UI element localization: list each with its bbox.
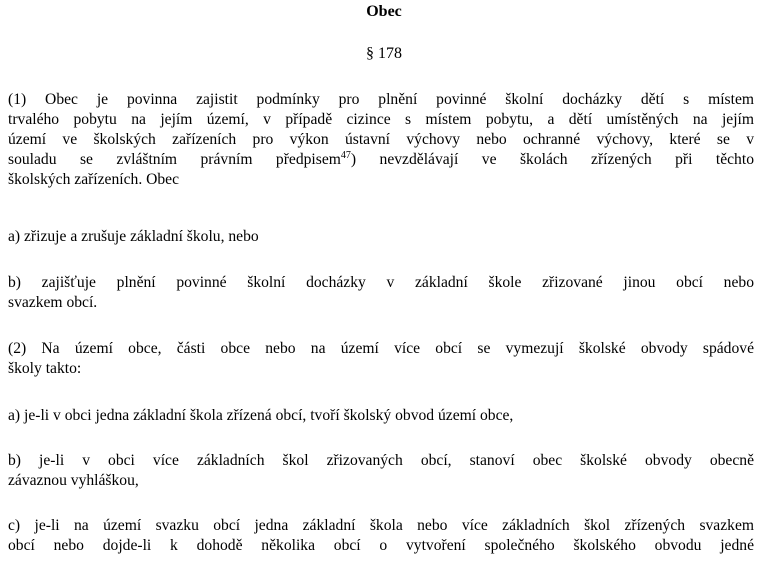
text-line: (1) Obec je povinna zajistit podmínky pro plnění povinné školní docházky dětí s místem <box>8 91 754 108</box>
paragraph-4 <box>8 339 754 379</box>
text-line: svazkem obcí. <box>8 294 98 311</box>
text-line: školských zařízeních. Obec <box>8 171 180 188</box>
paragraph-6 <box>8 451 754 491</box>
text-line: školy takto: <box>8 360 82 377</box>
section-number: § 178 <box>366 45 402 62</box>
text-segment: souladu se zvláštním právním předpisem <box>8 151 341 168</box>
paragraph-3 <box>8 273 754 313</box>
text-line: b) je-li v obci více základních škol zřizovaných obcí, stanoví obec školské obvody obecně <box>8 452 754 469</box>
heading: Obec <box>366 3 402 20</box>
paragraph-5 <box>8 406 754 426</box>
footnote-ref: 47 <box>340 150 351 161</box>
text-line: b) zajišťuje plnění povinné školní docházky v základní škole zřizované jinou obcí nebo <box>8 274 754 291</box>
paragraph-1 <box>8 90 754 190</box>
paragraph-7 <box>8 516 754 556</box>
text-line <box>8 150 754 170</box>
text-line: trvalého pobytu na jejím území, v případě cizince s místem pobytu, a dětí umístěných na jejím <box>8 111 754 128</box>
paragraph-2 <box>8 227 754 247</box>
text-line: území ve školských zařízeních pro výkon ústavní výchovy nebo ochranné výchovy, které se v <box>8 131 754 148</box>
text-line: závaznou vyhláškou, <box>8 472 139 489</box>
text-line: obcí nebo dojde-li k dohodě několika obcí o vytvoření společného školského obvodu jedné <box>8 537 754 554</box>
text-line: a) je-li v obci jedna základní škola zřízená obcí, tvoří školský obvod území obce, <box>8 407 514 424</box>
text-segment: ) nevzdělávají ve školách zřízených při těchto <box>350 151 754 168</box>
text-line: (2) Na území obce, části obce nebo na území více obcí se vymezují školské obvody spádové <box>8 340 754 357</box>
text-line: a) zřizuje a zrušuje základní školu, nebo <box>8 228 259 245</box>
text-line: c) je-li na území svazku obcí jedna základní škola nebo více základních škol zřízených svazkem <box>8 517 754 534</box>
